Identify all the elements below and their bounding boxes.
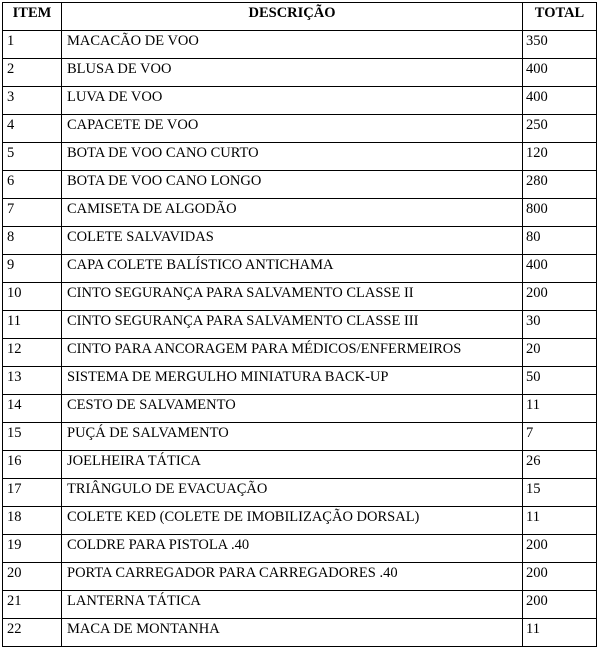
cell-description: COLETE SALVAVIDAS [62, 227, 523, 255]
header-item: ITEM [3, 3, 62, 31]
table-row [3, 451, 597, 479]
cell-description: COLETE KED (COLETE DE IMOBILIZAÇÃO DORSAL) [62, 507, 523, 535]
cell-total: 30 [523, 311, 597, 339]
table-row [3, 507, 597, 535]
cell-total: 280 [523, 171, 597, 199]
cell-total: 400 [523, 255, 597, 283]
table-body [3, 31, 597, 647]
header-total: TOTAL [523, 3, 597, 31]
cell-total: 11 [523, 619, 597, 647]
cell-description: CINTO SEGURANÇA PARA SALVAMENTO CLASSE II [62, 283, 523, 311]
cell-total: 20 [523, 339, 597, 367]
cell-item: 11 [3, 311, 62, 339]
cell-total: 11 [523, 395, 597, 423]
cell-item: 2 [3, 59, 62, 87]
cell-total: 15 [523, 479, 597, 507]
table-row [3, 255, 597, 283]
cell-item: 14 [3, 395, 62, 423]
cell-description: BOTA DE VOO CANO CURTO [62, 143, 523, 171]
table-row [3, 423, 597, 451]
cell-item: 18 [3, 507, 62, 535]
table-row [3, 619, 597, 647]
cell-total: 7 [523, 423, 597, 451]
cell-item: 22 [3, 619, 62, 647]
cell-item: 13 [3, 367, 62, 395]
table-header [3, 3, 597, 31]
table-row [3, 227, 597, 255]
table-row [3, 143, 597, 171]
cell-description: PORTA CARREGADOR PARA CARREGADORES .40 [62, 563, 523, 591]
table-row [3, 367, 597, 395]
cell-description: BLUSA DE VOO [62, 59, 523, 87]
cell-item: 5 [3, 143, 62, 171]
cell-description: SISTEMA DE MERGULHO MINIATURA BACK-UP [62, 367, 523, 395]
table-row [3, 339, 597, 367]
cell-description: CAMISETA DE ALGODÃO [62, 199, 523, 227]
cell-item: 17 [3, 479, 62, 507]
cell-description: PUÇÁ DE SALVAMENTO [62, 423, 523, 451]
table-row [3, 311, 597, 339]
table-row [3, 535, 597, 563]
cell-total: 200 [523, 563, 597, 591]
cell-item: 6 [3, 171, 62, 199]
cell-total: 26 [523, 451, 597, 479]
cell-description: COLDRE PARA PISTOLA .40 [62, 535, 523, 563]
cell-total: 11 [523, 507, 597, 535]
cell-total: 250 [523, 115, 597, 143]
cell-total: 120 [523, 143, 597, 171]
cell-item: 3 [3, 87, 62, 115]
cell-total: 400 [523, 59, 597, 87]
table-row [3, 591, 597, 619]
cell-description: LANTERNA TÁTICA [62, 591, 523, 619]
cell-description: CAPACETE DE VOO [62, 115, 523, 143]
table-row [3, 479, 597, 507]
table-row [3, 115, 597, 143]
cell-item: 4 [3, 115, 62, 143]
table-row [3, 31, 597, 59]
cell-total: 50 [523, 367, 597, 395]
table-row [3, 563, 597, 591]
cell-description: BOTA DE VOO CANO LONGO [62, 171, 523, 199]
cell-total: 80 [523, 227, 597, 255]
cell-description: CAPA COLETE BALÍSTICO ANTICHAMA [62, 255, 523, 283]
cell-item: 16 [3, 451, 62, 479]
cell-description: JOELHEIRA TÁTICA [62, 451, 523, 479]
table-row [3, 59, 597, 87]
cell-item: 15 [3, 423, 62, 451]
cell-item: 9 [3, 255, 62, 283]
cell-description: CESTO DE SALVAMENTO [62, 395, 523, 423]
cell-item: 7 [3, 199, 62, 227]
table-row [3, 199, 597, 227]
cell-item: 21 [3, 591, 62, 619]
cell-total: 200 [523, 535, 597, 563]
table-row [3, 171, 597, 199]
cell-total: 800 [523, 199, 597, 227]
header-row [3, 3, 597, 31]
cell-description: TRIÂNGULO DE EVACUAÇÃO [62, 479, 523, 507]
cell-description: CINTO PARA ANCORAGEM PARA MÉDICOS/ENFERMEIROS [62, 339, 523, 367]
cell-total: 350 [523, 31, 597, 59]
cell-total: 400 [523, 87, 597, 115]
cell-item: 19 [3, 535, 62, 563]
cell-item: 8 [3, 227, 62, 255]
table-row [3, 87, 597, 115]
cell-item: 12 [3, 339, 62, 367]
cell-item: 20 [3, 563, 62, 591]
cell-description: MACACÃO DE VOO [62, 31, 523, 59]
cell-item: 1 [3, 31, 62, 59]
cell-total: 200 [523, 283, 597, 311]
cell-description: LUVA DE VOO [62, 87, 523, 115]
table-row [3, 283, 597, 311]
table-row [3, 395, 597, 423]
items-table [2, 2, 597, 647]
header-description: DESCRIÇÃO [62, 3, 523, 31]
cell-item: 10 [3, 283, 62, 311]
cell-description: CINTO SEGURANÇA PARA SALVAMENTO CLASSE III [62, 311, 523, 339]
cell-total: 200 [523, 591, 597, 619]
cell-description: MACA DE MONTANHA [62, 619, 523, 647]
